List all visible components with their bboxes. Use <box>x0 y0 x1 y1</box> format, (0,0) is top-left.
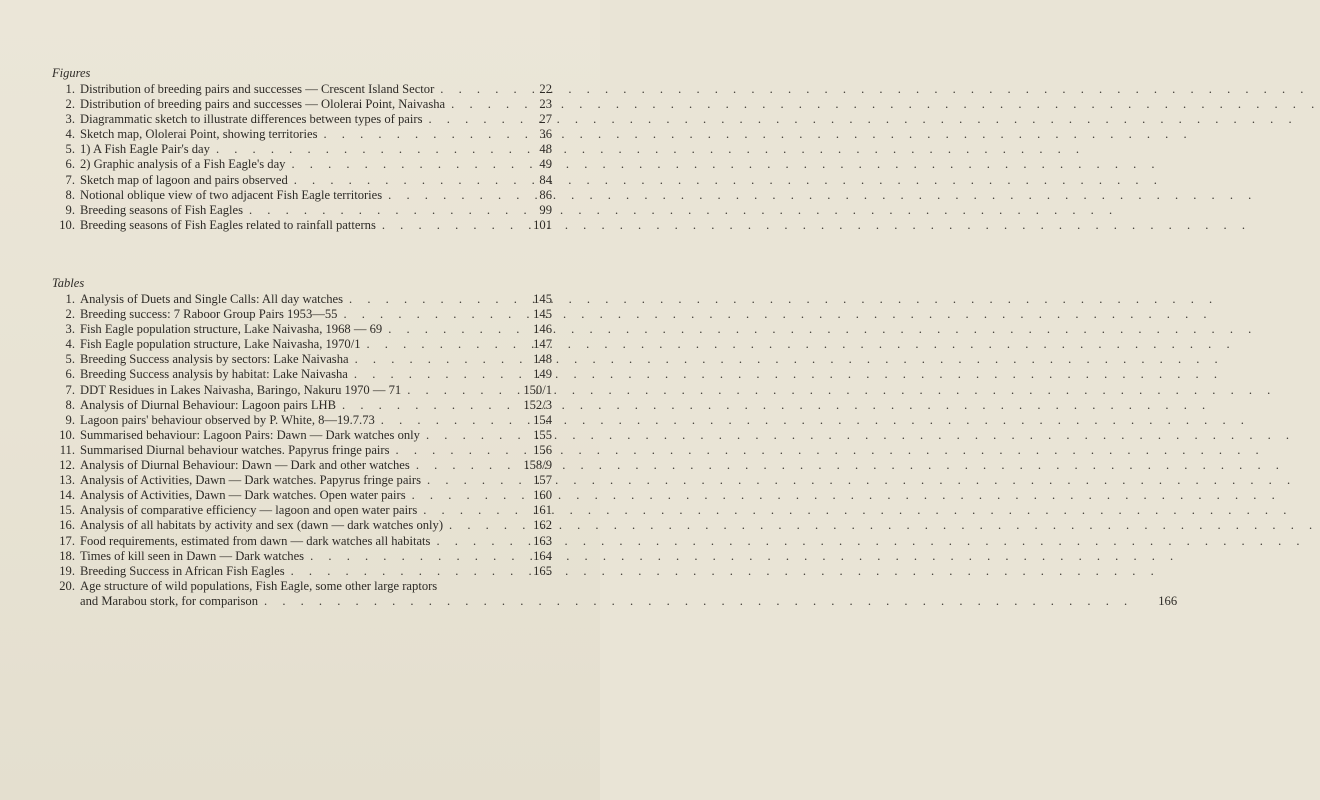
table-entry-13 <box>52 473 552 488</box>
table-entry-12 <box>52 458 552 473</box>
table-entry-18 <box>52 549 552 564</box>
entry-number: 3. <box>65 322 75 337</box>
entry-page-number: 165 <box>533 563 552 578</box>
entry-number: 19. <box>59 563 75 578</box>
entry-page-number: 161 <box>533 503 552 518</box>
leader-dots <box>285 564 508 579</box>
figure-entry-4 <box>52 127 552 142</box>
entry-page-number: 150/1 <box>523 382 552 397</box>
entry-title: Analysis of Duets and Single Calls: All day watches <box>80 292 344 306</box>
leader-dots <box>343 292 508 307</box>
entry-page-number: 160 <box>533 488 552 503</box>
table-entry-17 <box>52 534 552 549</box>
tables-list <box>52 276 1178 609</box>
entry-title: Distribution of breeding pairs and successes — Ololerai Point, Naivasha <box>80 97 446 112</box>
entry-title: Lagoon pairs' behaviour observed by P. White, 8—19.7.73 <box>80 412 375 427</box>
entry-title: Breeding seasons of Fish Eagles <box>80 202 243 217</box>
figure-entry-8 <box>52 188 552 203</box>
entry-page-number: 101 <box>533 217 552 232</box>
figure-entry-9 <box>52 203 552 218</box>
leader-dots <box>417 503 508 518</box>
entry-number: 14. <box>59 488 75 503</box>
entry-page-number: 163 <box>533 533 552 548</box>
entry-title: Analysis of Diurnal Behaviour: Lagoon pairs LHB <box>80 397 337 412</box>
entry-number: 5. <box>65 142 75 157</box>
leader-dots <box>420 428 508 443</box>
entry-number: 7. <box>65 172 75 187</box>
entry-number: 7. <box>65 382 75 397</box>
entry-number: 16. <box>59 518 75 533</box>
table-entry-16 <box>52 518 552 533</box>
leader-dots <box>304 549 508 564</box>
entry-page-number: 157 <box>533 473 552 488</box>
leader-dots <box>410 458 508 473</box>
entry-title-line-2-row <box>80 594 1177 609</box>
leader-dots <box>348 367 508 382</box>
leader-dots <box>430 534 508 549</box>
entry-number: 11. <box>59 442 75 457</box>
entry-title: Breeding Success analysis by habitat: Lake Naivasha <box>80 367 348 382</box>
entry-page-number: 152/3 <box>523 397 552 412</box>
entry-number: 12. <box>59 458 75 473</box>
figure-entry-10 <box>52 218 552 233</box>
entry-title-line-1: Age structure of wild populations, Fish Eagle, some other large raptors <box>80 578 438 593</box>
table-entry-1 <box>52 292 552 307</box>
entry-page-number: 162 <box>533 518 552 533</box>
entry-page-number: 166 <box>1158 593 1178 608</box>
entry-title: Analysis of comparative efficiency — lagoon and open water pairs <box>80 503 418 518</box>
entry-number: 20. <box>59 578 75 593</box>
entry-title: DDT Residues in Lakes Naivasha, Baringo, Nakuru 1970 — 71 <box>80 382 402 397</box>
entry-title: Diagrammatic sketch to illustrate differences between types of pairs <box>80 112 423 127</box>
leader-dots <box>288 173 508 188</box>
entry-title: Breeding Success in African Fish Eagles <box>80 563 285 578</box>
entry-page-number: 145 <box>533 292 552 306</box>
entry-body <box>80 579 1177 609</box>
entry-number: 5. <box>65 352 75 367</box>
entry-page-number: 86 <box>539 187 552 202</box>
figures-heading: Figures <box>52 66 91 80</box>
entry-page-number: 156 <box>533 442 552 457</box>
entry-number: 6. <box>65 157 75 172</box>
leader-dots <box>318 127 509 142</box>
entry-number: 17. <box>59 533 75 548</box>
leader-dots <box>337 307 508 322</box>
entry-title: Notional oblique view of two adjacent Fish Eagle territories <box>80 187 383 202</box>
table-entry-14 <box>52 488 552 503</box>
entry-title-line-2: and Marabou stork, for comparison <box>80 593 259 608</box>
entry-number: 3. <box>65 112 75 127</box>
leader-dots <box>390 443 508 458</box>
table-entry-11 <box>52 443 552 458</box>
entry-title: Food requirements, estimated from dawn — dark watches all habitats <box>80 533 431 548</box>
entry-number: 9. <box>65 202 75 217</box>
leader-dots <box>258 594 1133 609</box>
leader-dots <box>421 473 508 488</box>
entry-number: 8. <box>65 187 75 202</box>
entry-page-number: 164 <box>533 548 552 563</box>
leader-dots <box>376 218 508 233</box>
entry-page-number: 147 <box>533 337 552 352</box>
tables-entries <box>52 292 552 579</box>
entry-number: 6. <box>65 367 75 382</box>
table-entry-3 <box>52 322 552 337</box>
entry-page-number: 22 <box>539 82 552 96</box>
leader-dots <box>285 157 508 172</box>
figure-entry-7 <box>52 173 552 188</box>
entry-title: Analysis of Activities, Dawn — Dark watches. Papyrus fringe pairs <box>80 473 422 488</box>
entry-page-number: 154 <box>533 412 552 427</box>
entry-page-number: 158/9 <box>523 458 552 473</box>
entry-title: Times of kill seen in Dawn — Dark watches <box>80 548 305 563</box>
entry-title: Analysis of all habitats by activity and sex (dawn — dark watches only) <box>80 518 444 533</box>
entry-title: 1) A Fish Eagle Pair's day <box>80 142 210 157</box>
entry-title: Fish Eagle population structure, Lake Naivasha, 1970/1 <box>80 337 361 352</box>
entry-page-number: 99 <box>539 202 552 217</box>
entry-title: Breeding seasons of Fish Eagles related to rainfall patterns <box>80 217 376 232</box>
table-entry-5 <box>52 352 552 367</box>
leader-dots <box>422 112 508 127</box>
leader-dots <box>382 188 508 203</box>
leader-dots <box>382 322 508 337</box>
entry-number: 2. <box>65 97 75 112</box>
entry-title: Summarised behaviour: Lagoon Pairs: Dawn — Dark watches only <box>80 427 420 442</box>
entry-number: 2. <box>65 307 75 322</box>
entry-title: Analysis of Activities, Dawn — Dark watches. Open water pairs <box>80 488 406 503</box>
entry-title: Breeding success: 7 Raboor Group Pairs 1953—55 <box>80 307 338 322</box>
table-entry-6 <box>52 367 552 382</box>
table-entry-7 <box>52 383 552 398</box>
entry-number: 1. <box>65 82 75 96</box>
leader-dots <box>210 142 508 157</box>
entry-title: 2) Graphic analysis of a Fish Eagle's day <box>80 157 286 172</box>
entry-number: 4. <box>65 127 75 142</box>
figure-entry-2 <box>52 97 552 112</box>
leader-dots <box>361 337 509 352</box>
entry-number: 10. <box>59 217 75 232</box>
table-entry-10 <box>52 428 552 443</box>
leader-dots <box>375 413 508 428</box>
table-entry-4 <box>52 337 552 352</box>
entry-page-number: 48 <box>539 142 552 157</box>
leader-dots <box>401 383 508 398</box>
table-entry-19 <box>52 564 552 579</box>
entry-title: Analysis of Diurnal Behaviour: Dawn — Dark and other watches <box>80 458 410 473</box>
entry-page-number: 146 <box>533 322 552 337</box>
entry-title: Summarised Diurnal behaviour watches. Papyrus fringe pairs <box>80 442 390 457</box>
table-entry-9 <box>52 413 552 428</box>
leader-dots <box>434 82 508 97</box>
leader-dots <box>336 398 508 413</box>
entry-page-number: 145 <box>533 307 552 322</box>
entry-title: Sketch map, Ololerai Point, showing territories <box>80 127 318 142</box>
entry-page-number: 27 <box>539 112 552 127</box>
leader-dots <box>243 203 508 218</box>
leader-dots <box>406 488 508 503</box>
entry-number: 15. <box>59 503 75 518</box>
leader-dots <box>349 352 508 367</box>
entry-page-number: 23 <box>539 97 552 112</box>
tables-heading: Tables <box>52 276 85 290</box>
figure-entry-5 <box>52 142 552 157</box>
table-entry-8 <box>52 398 552 413</box>
entry-number: 18. <box>59 548 75 563</box>
leader-dots <box>443 518 508 533</box>
entry-number: 4. <box>65 337 75 352</box>
entry-title: Sketch map of lagoon and pairs observed <box>80 172 288 187</box>
table-entry-20 <box>52 578 1178 609</box>
leader-dots <box>445 97 508 112</box>
entry-number: 1. <box>65 292 75 306</box>
table-entry-15 <box>52 503 552 518</box>
entry-page-number: 84 <box>539 172 552 187</box>
entry-page-number: 149 <box>533 367 552 382</box>
figures-entries <box>52 82 552 233</box>
entry-page-number: 36 <box>539 127 552 142</box>
figures-list <box>52 66 552 233</box>
figure-entry-3 <box>52 112 552 127</box>
figure-entry-1 <box>52 82 552 97</box>
entry-page-number: 155 <box>533 427 552 442</box>
entry-page-number: 49 <box>539 157 552 172</box>
entry-number: 9. <box>65 412 75 427</box>
entry-title: Fish Eagle population structure, Lake Naivasha, 1968 — 69 <box>80 322 383 337</box>
entry-number: 13. <box>59 473 75 488</box>
entry-title: Distribution of breeding pairs and successes — Crescent Island Sector <box>80 82 435 96</box>
entry-number: 10. <box>59 427 75 442</box>
entry-number: 8. <box>65 397 75 412</box>
entry-page-number: 148 <box>533 352 552 367</box>
entry-title: Breeding Success analysis by sectors: Lake Naivasha <box>80 352 349 367</box>
table-entry-2 <box>52 307 552 322</box>
figure-entry-6 <box>52 157 552 172</box>
